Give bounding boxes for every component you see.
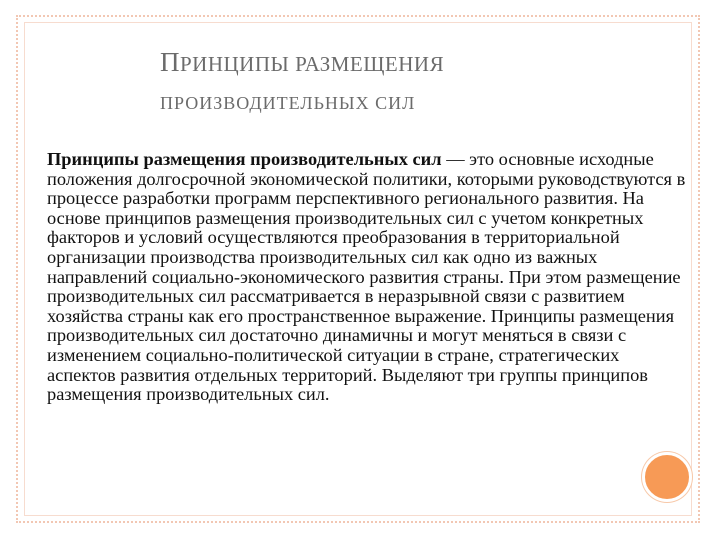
defined-term: Принципы размещения производительных сил bbox=[47, 149, 442, 169]
title-line-2: ПРОИЗВОДИТЕЛЬНЫХ СИЛ bbox=[160, 93, 416, 113]
slide-title bbox=[160, 44, 580, 118]
title-line-1 bbox=[160, 44, 580, 82]
title-line-1-rest: РИНЦИПЫ РАЗМЕЩЕНИЯ bbox=[180, 52, 445, 76]
orange-circle-decoration bbox=[642, 452, 692, 502]
definition-text: — это основные исходные положения долгосрочной экономической политики, которыми руководствуются в процессе разработки программ перспективного регионального развития. На основе принципов размещения производительных сил с учетом конкретных факторов и условий осуществляются преобразования в территориальной организации производства производительных сил как одно из важных направлений социально-экономического развития страны. При этом размещение производительных сил рассматривается в неразрывной связи с развитием хозяйства страны как его пространственное выражение. Принципы размещения производительных сил достаточно динамичны и могут меняться в связи с изменением социально-политической ситуации в стране, стратегических аспектов развития отдельных территорий. Выделяют три группы принципов размещения производительных сил. bbox=[47, 149, 686, 405]
body-paragraph bbox=[47, 150, 689, 405]
title-initial-cap: П bbox=[160, 47, 180, 77]
